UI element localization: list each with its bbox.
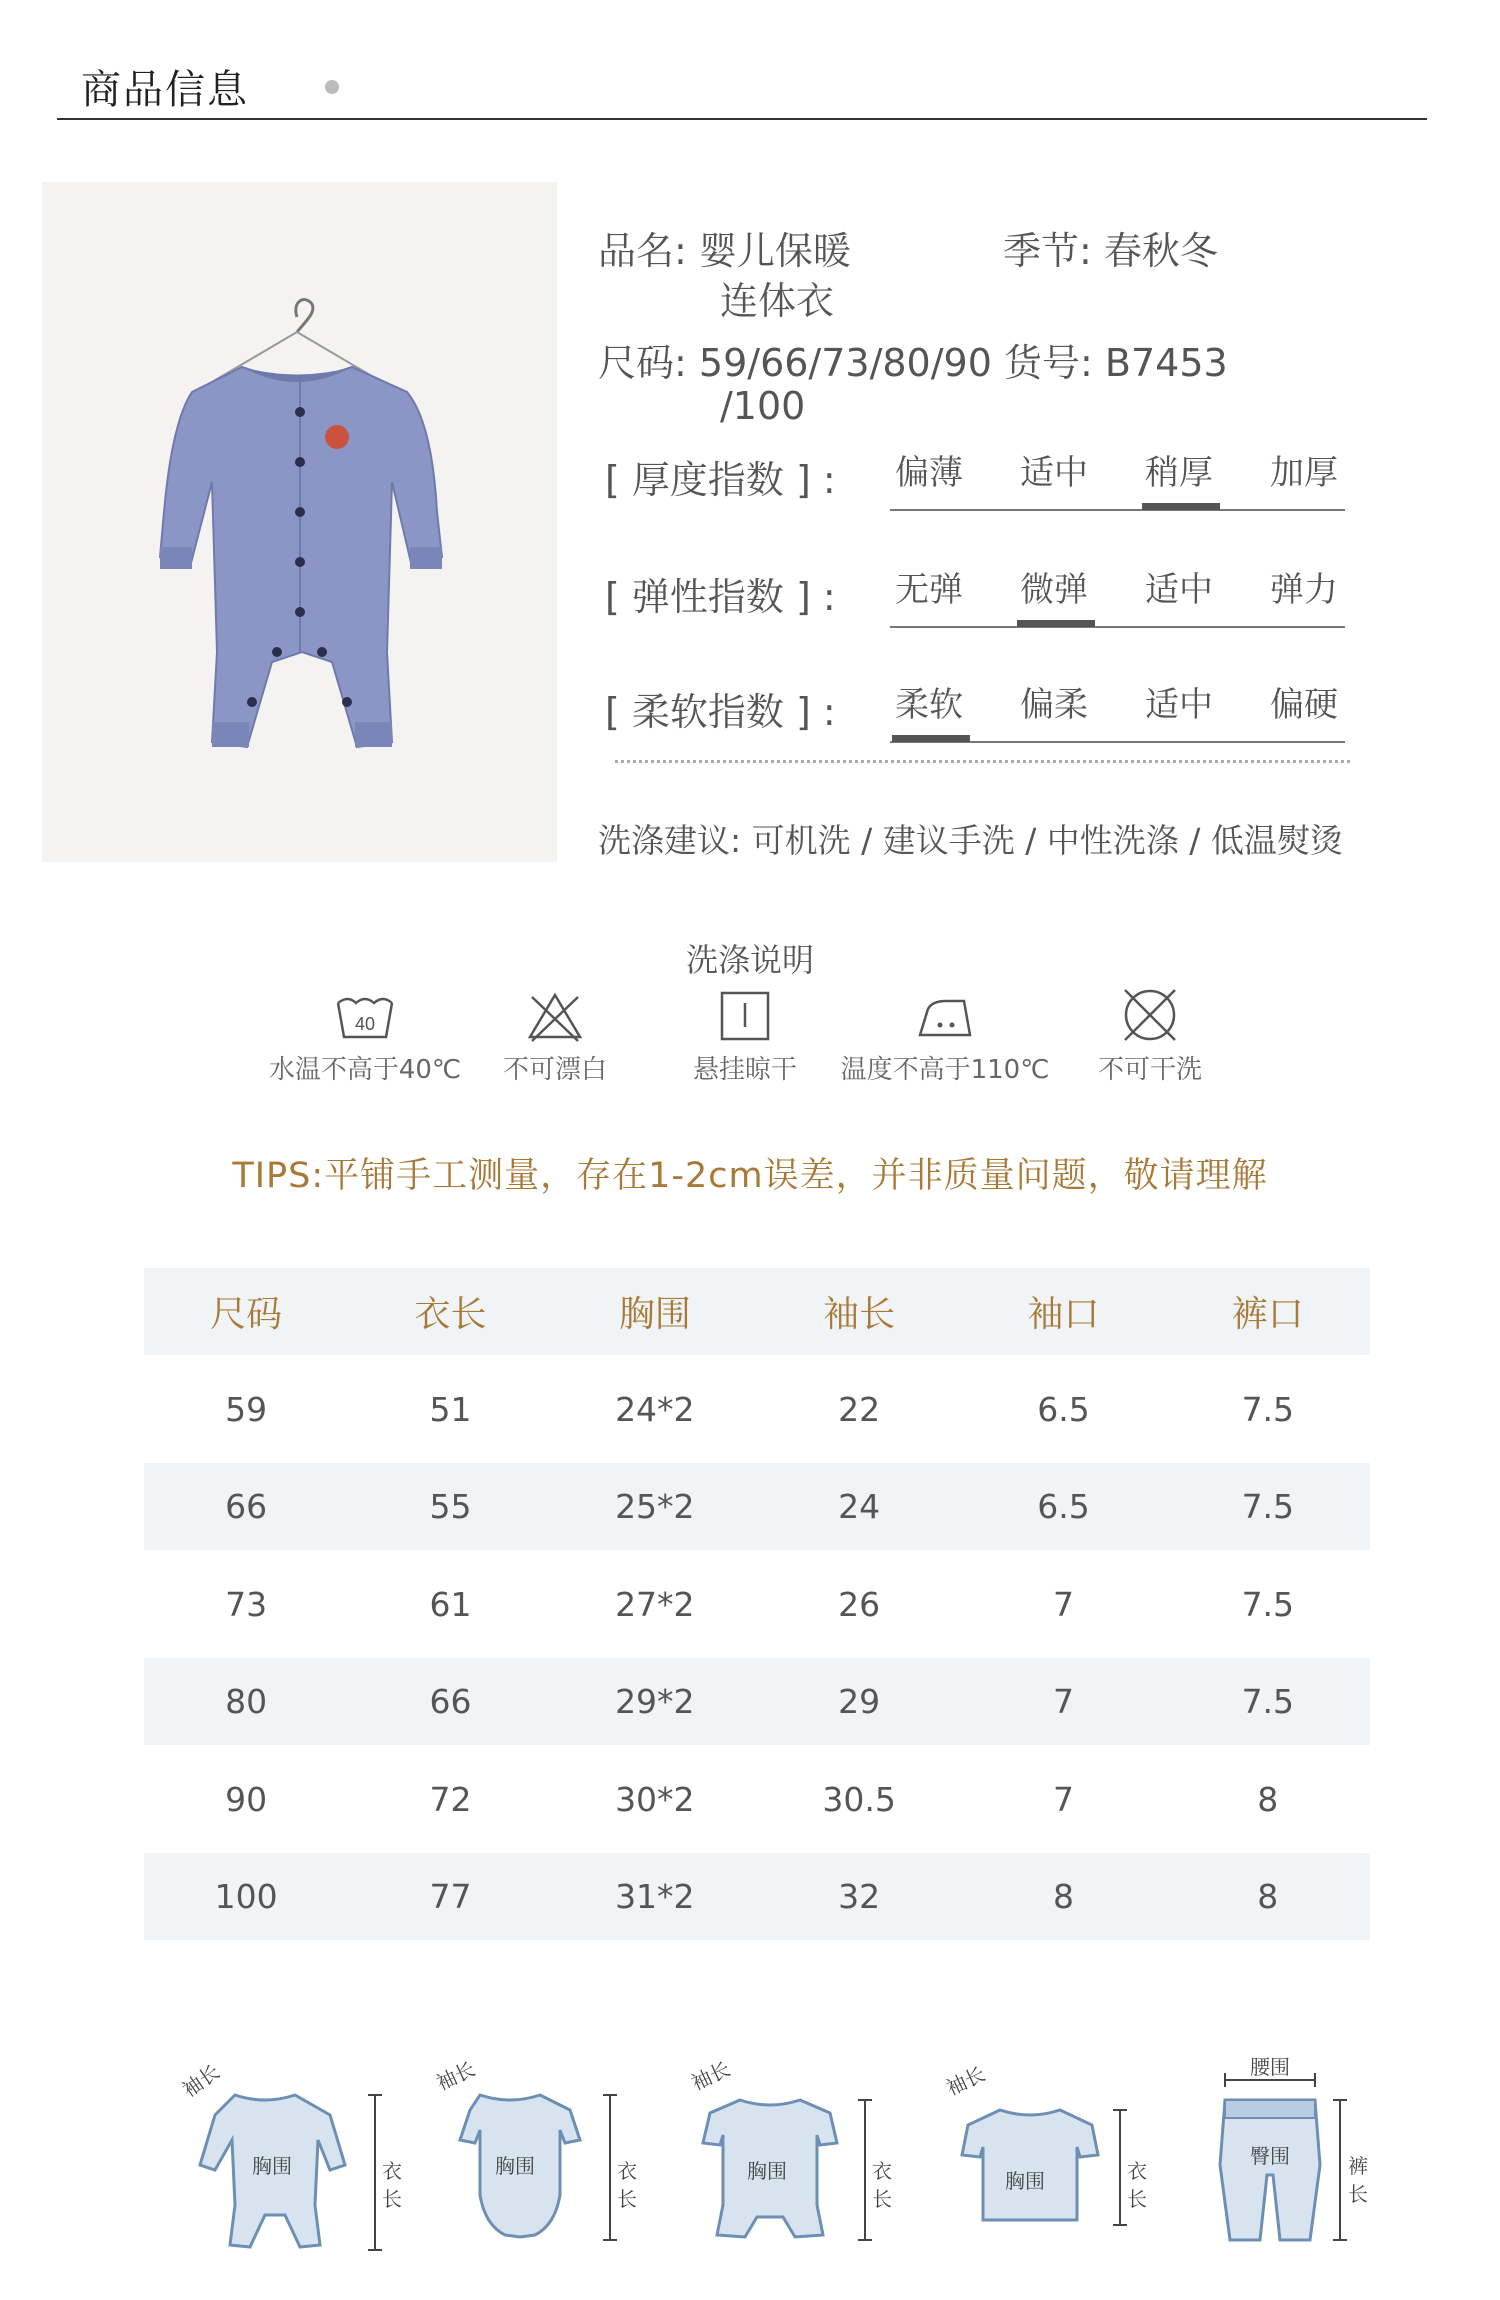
diagram-label: 袖长 xyxy=(432,2056,479,2096)
table-cell: 66 xyxy=(225,1487,268,1526)
wash-40-icon xyxy=(330,985,400,1045)
table-cell: 26 xyxy=(838,1584,881,1624)
table-row xyxy=(144,1463,1370,1550)
index-option: 柔软 xyxy=(895,685,963,725)
diagram-bodysuit xyxy=(420,2055,660,2265)
care-label: 不可干洗 xyxy=(1097,1055,1202,1085)
index-line xyxy=(890,509,1345,511)
diagram-short-romper xyxy=(675,2055,915,2265)
diagram-label: 袖长 xyxy=(177,2059,225,2103)
sku-value: B7453 xyxy=(1104,341,1228,385)
sku-label: 货号: xyxy=(1003,341,1093,385)
index-option: 适中 xyxy=(1020,453,1088,493)
table-cell: 51 xyxy=(429,1389,472,1429)
care-item xyxy=(1030,985,1270,1086)
index-option: 加厚 xyxy=(1270,453,1338,493)
measurement-diagrams xyxy=(140,2055,1380,2265)
table-cell: 72 xyxy=(429,1779,472,1819)
header-cell: 裤口 xyxy=(1231,1294,1304,1335)
pants-diagram-icon xyxy=(1170,2055,1410,2265)
softness-index xyxy=(605,677,1355,747)
selected-marker xyxy=(892,735,970,742)
table-cell: 7 xyxy=(1052,1779,1074,1819)
index-option: 偏硬 xyxy=(1270,685,1338,725)
care-label: 温度不高于110℃ xyxy=(840,1055,1050,1085)
care-item xyxy=(825,985,1065,1086)
table-cell: 29*2 xyxy=(615,1682,695,1721)
tips-text: TIPS:平铺手工测量，存在1-2cm误差，并非质量问题，敬请理解 xyxy=(232,1156,1268,1196)
table-cell: 8 xyxy=(1052,1877,1074,1916)
title-dot xyxy=(325,80,339,94)
table-cell: 29 xyxy=(838,1682,881,1721)
elasticity-index xyxy=(605,562,1355,632)
table-cell: 7 xyxy=(1052,1682,1074,1721)
care-label: 水温不高于40℃ xyxy=(268,1055,462,1085)
diagram-label: 袖长 xyxy=(687,2056,734,2096)
size-value: 59/66/73/80/90 xyxy=(698,341,992,385)
season-value: 春秋冬 xyxy=(1103,229,1218,273)
diagram-label: 腰围 xyxy=(1250,2055,1290,2079)
product-image xyxy=(42,182,557,862)
diagram-romper xyxy=(160,2055,400,2265)
diagram-label: 袖长 xyxy=(942,2061,989,2101)
diagram-label: 胸围 xyxy=(747,2159,787,2183)
table-cell: 24 xyxy=(838,1487,881,1526)
table-cell: 77 xyxy=(429,1877,472,1916)
header-cell: 袖长 xyxy=(823,1294,896,1335)
diagram-pants xyxy=(1170,2055,1410,2265)
diagram-label: 长 xyxy=(1127,2187,1147,2211)
table-cell: 30.5 xyxy=(822,1779,896,1819)
table-cell: 73 xyxy=(225,1584,268,1624)
index-option: 偏柔 xyxy=(1020,685,1088,725)
table-cell: 24*2 xyxy=(615,1389,695,1429)
iron-110-icon xyxy=(910,985,980,1045)
size-value-line2: /100 xyxy=(720,384,806,428)
table-cell: 32 xyxy=(838,1877,881,1916)
diagram-label: 胸围 xyxy=(252,2154,292,2178)
diagram-label: 衣 xyxy=(617,2159,637,2183)
no-bleach-icon xyxy=(520,985,590,1045)
diagram-label: 胸围 xyxy=(495,2154,535,2178)
table-cell: 31*2 xyxy=(615,1877,695,1916)
table-cell: 25*2 xyxy=(615,1487,695,1526)
diagram-label: 衣 xyxy=(872,2159,892,2183)
diagram-label: 胸围 xyxy=(1005,2169,1045,2193)
table-cell: 22 xyxy=(838,1389,881,1429)
diagram-label: 长 xyxy=(382,2187,402,2211)
svg-text:40: 40 xyxy=(354,1014,376,1034)
table-cell: 8 xyxy=(1257,1779,1279,1819)
table-cell: 90 xyxy=(225,1779,268,1819)
header-cell: 尺码 xyxy=(210,1294,283,1335)
name-value-line2: 连体衣 xyxy=(720,279,835,323)
table-cell: 7.5 xyxy=(1241,1682,1295,1721)
section-header xyxy=(57,50,1427,120)
index-option: 微弹 xyxy=(1020,570,1088,610)
index-label: [ 厚度指数 ] : xyxy=(605,458,836,502)
care-title: 洗涤说明 xyxy=(685,941,814,979)
table-cell: 6.5 xyxy=(1037,1389,1090,1429)
diagram-label: 长 xyxy=(872,2187,892,2211)
table-row xyxy=(144,1550,1370,1658)
size-label: 尺码: xyxy=(598,341,687,385)
romper-illustration xyxy=(42,182,557,862)
diagram-tshirt xyxy=(930,2055,1170,2265)
table-cell: 6.5 xyxy=(1037,1487,1090,1526)
thickness-index xyxy=(605,445,1355,515)
table-cell: 30*2 xyxy=(615,1779,695,1819)
diagram-label: 臀围 xyxy=(1250,2144,1290,2168)
wash-advice: 洗涤建议: 可机洗 / 建议手洗 / 中性洗涤 / 低温熨烫 xyxy=(598,821,1343,860)
diagram-label: 长 xyxy=(1348,2182,1368,2206)
table-row xyxy=(144,1853,1370,1940)
table-cell: 59 xyxy=(225,1389,268,1429)
table-cell: 61 xyxy=(429,1584,472,1624)
size-table xyxy=(144,1268,1370,1940)
table-cell: 7 xyxy=(1052,1584,1074,1624)
index-option: 适中 xyxy=(1145,685,1213,725)
index-option: 稍厚 xyxy=(1145,453,1213,493)
table-cell: 55 xyxy=(429,1487,472,1526)
diagram-label: 长 xyxy=(617,2187,637,2211)
selected-marker xyxy=(1017,620,1095,627)
diagram-label: 裤 xyxy=(1348,2154,1368,2178)
index-option: 弹力 xyxy=(1270,570,1338,610)
table-cell: 7.5 xyxy=(1241,1487,1295,1526)
table-cell: 66 xyxy=(429,1682,472,1721)
table-cell: 80 xyxy=(225,1682,268,1721)
table-cell: 27*2 xyxy=(615,1584,695,1624)
divider xyxy=(615,760,1350,763)
name-value: 婴儿保暖 xyxy=(698,229,851,273)
table-cell: 7.5 xyxy=(1241,1584,1295,1624)
table-row xyxy=(144,1658,1370,1745)
table-row xyxy=(144,1745,1370,1853)
section-title: 商品信息 xyxy=(81,67,249,113)
index-label: [ 柔软指数 ] : xyxy=(605,690,836,734)
diagram-label: 衣 xyxy=(1127,2159,1147,2183)
header-cell: 衣长 xyxy=(414,1294,487,1335)
header-cell: 袖口 xyxy=(1027,1294,1100,1335)
care-label: 不可漂白 xyxy=(502,1055,607,1085)
index-option: 无弹 xyxy=(895,570,963,610)
table-cell: 100 xyxy=(214,1877,278,1916)
selected-marker xyxy=(1142,503,1220,510)
care-label: 悬挂晾干 xyxy=(692,1055,797,1085)
table-cell: 8 xyxy=(1257,1877,1279,1916)
name-label: 品名: xyxy=(598,229,687,273)
index-label: [ 弹性指数 ] : xyxy=(605,575,836,619)
season-label: 季节: xyxy=(1003,229,1092,273)
index-option: 适中 xyxy=(1145,570,1213,610)
table-row xyxy=(144,1355,1370,1463)
diagram-label: 衣 xyxy=(382,2159,402,2183)
table-header xyxy=(144,1268,1370,1355)
hang-dry-icon xyxy=(710,985,780,1045)
index-option: 偏薄 xyxy=(895,453,963,493)
index-line xyxy=(890,626,1345,628)
no-dry-clean-icon xyxy=(1115,985,1185,1045)
table-cell: 7.5 xyxy=(1241,1389,1295,1429)
header-cell: 胸围 xyxy=(618,1294,691,1335)
